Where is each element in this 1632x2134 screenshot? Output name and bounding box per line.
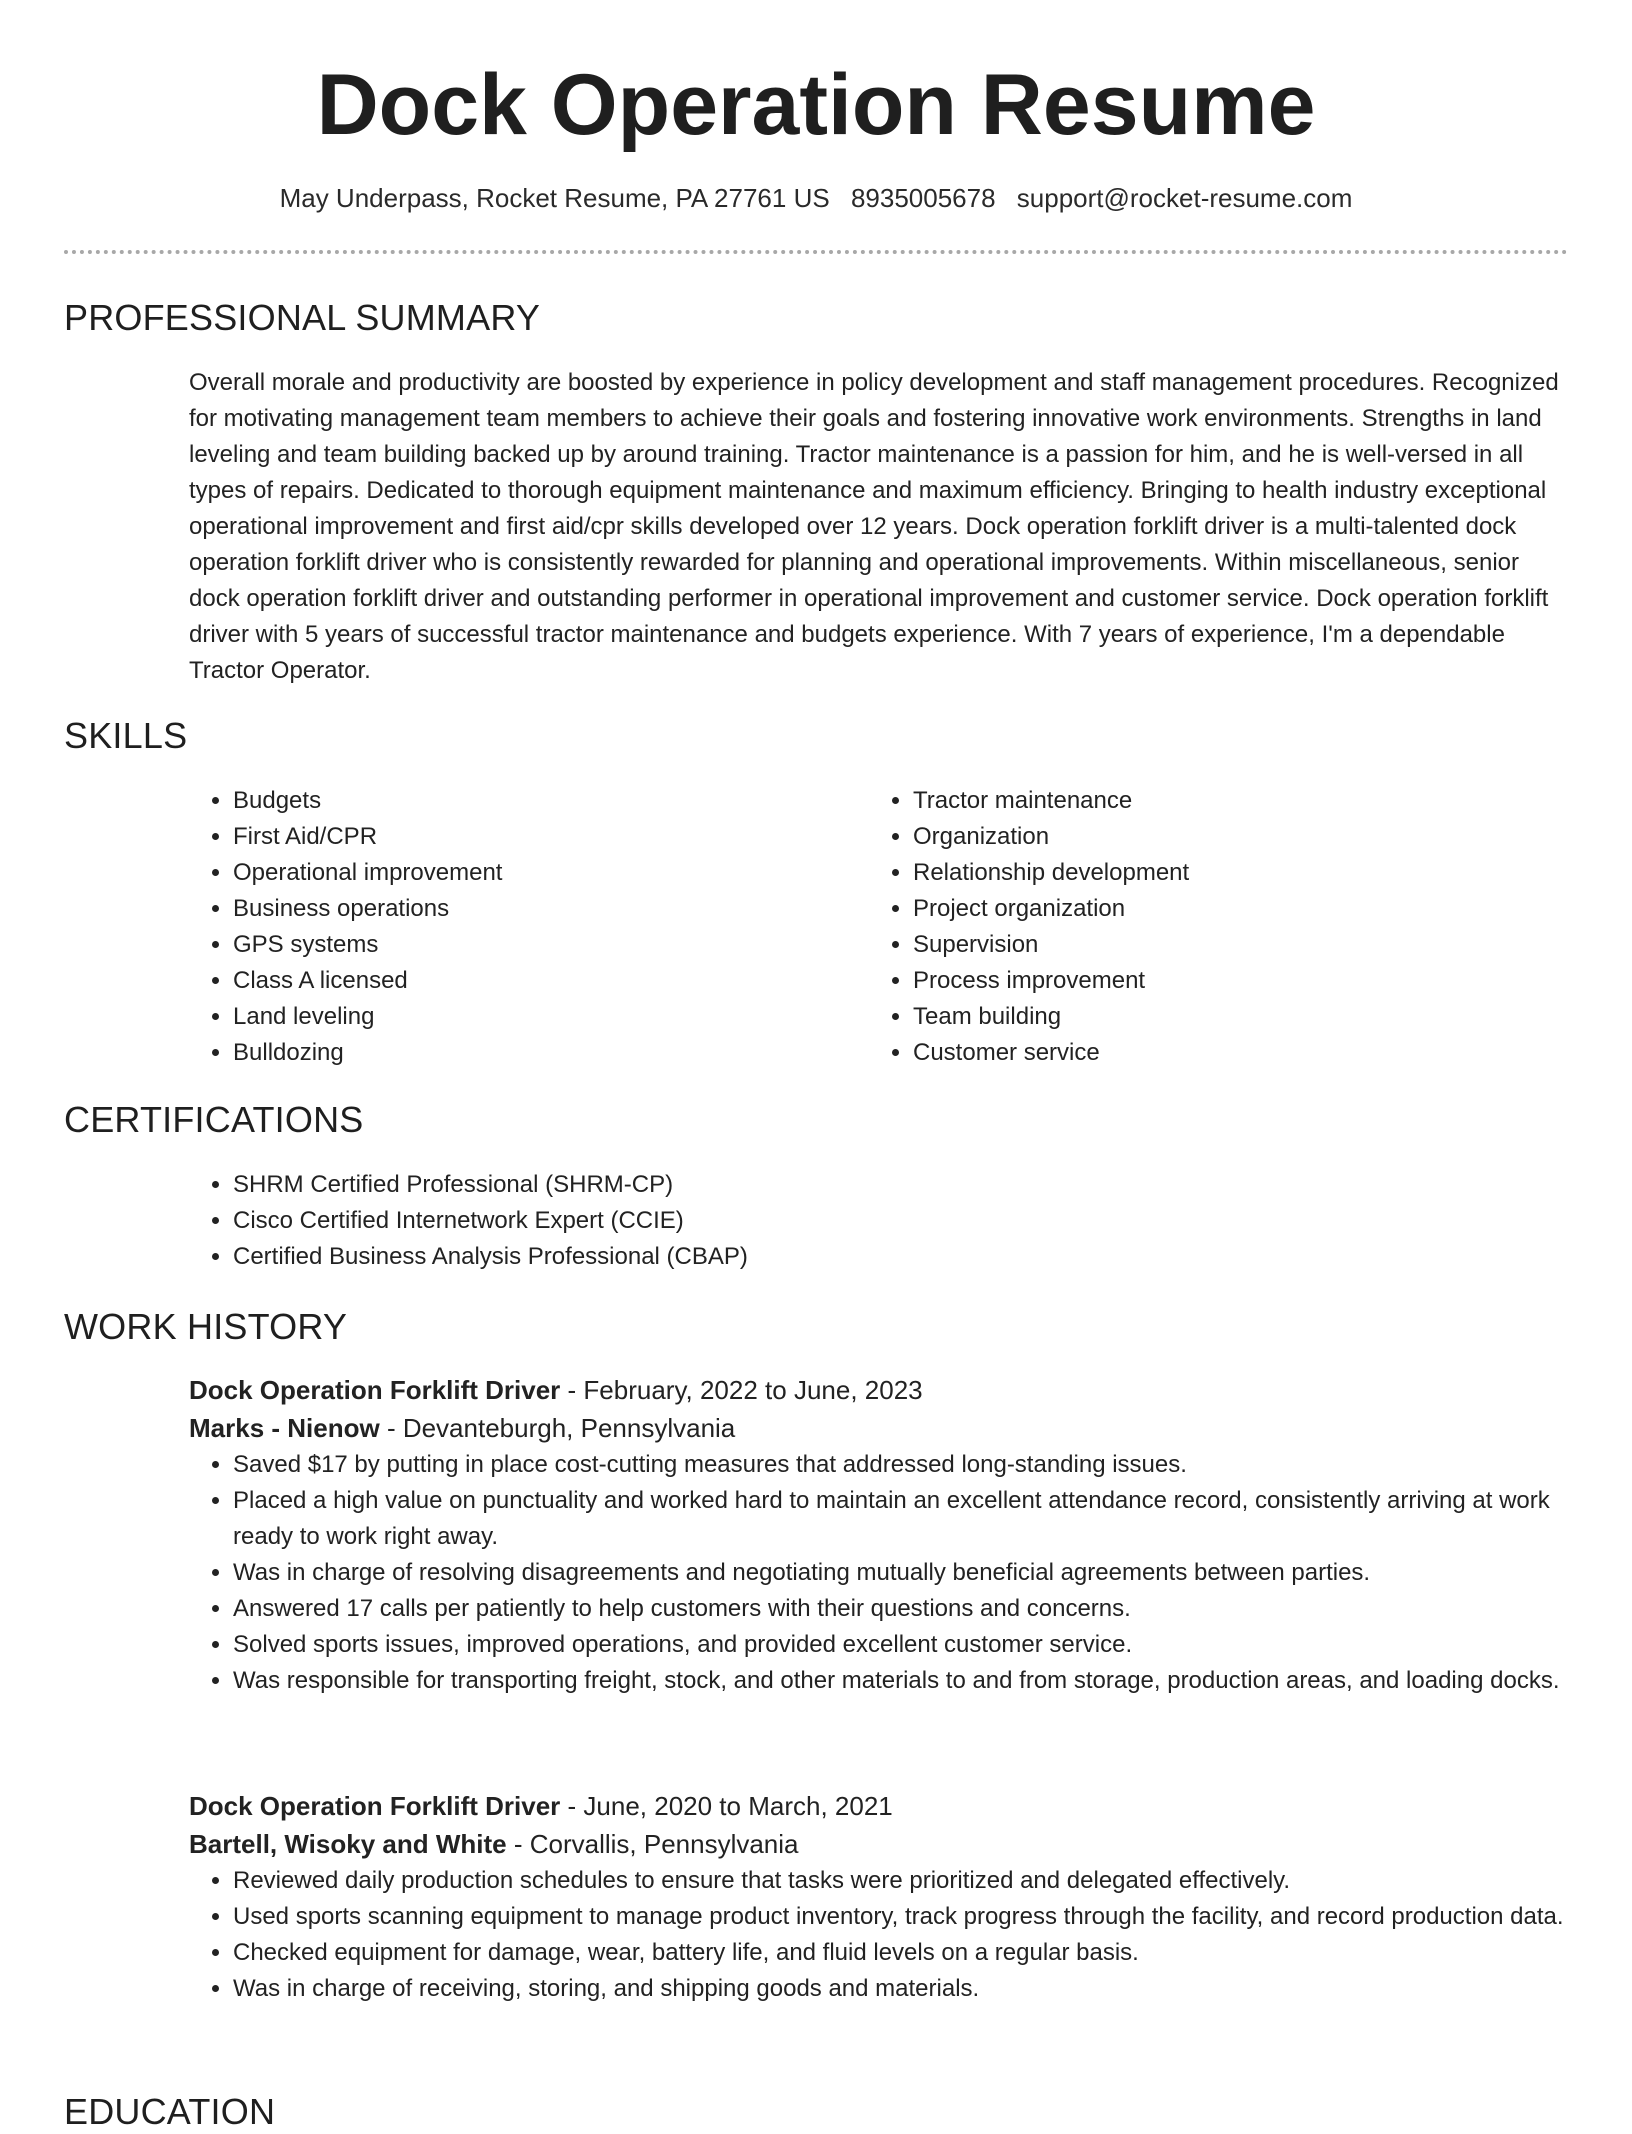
skills-column-right [869, 783, 1549, 1071]
page-title: Dock Operation Resume [316, 57, 1316, 153]
skill-item: • GPS systems [233, 927, 869, 963]
job-bullet: • Used sports scanning equipment to manage product inventory, track progress through the facility, and record production data. [233, 1899, 1569, 1935]
job-bullet: • Solved sports issues, improved operations, and provided excellent customer service. [233, 1627, 1569, 1663]
skills-column-left [189, 783, 869, 1071]
job-bullet: • Saved $17 by putting in place cost-cutting measures that addressed long-standing issues. [233, 1447, 1569, 1483]
job-bullet: • Was responsible for transporting freight, stock, and other materials to and from storage, production areas, and loading docks. [233, 1663, 1569, 1699]
skill-item: • Operational improvement [233, 855, 869, 891]
skill-item: • Organization [913, 819, 1549, 855]
summary-heading: PROFESSIONAL SUMMARY [64, 297, 541, 338]
job-title: Dock Operation Forklift Driver [189, 1791, 561, 1821]
skills-heading: SKILLS [64, 715, 188, 756]
job-company: Marks - Nienow [189, 1413, 380, 1443]
skill-item: • Team building [913, 999, 1549, 1035]
skill-item: • Bulldozing [233, 1035, 869, 1071]
certification-item: • Cisco Certified Internetwork Expert (CCIE) [233, 1203, 1569, 1239]
skill-item: • First Aid/CPR [233, 819, 869, 855]
job-bullets [189, 1863, 1569, 2007]
job-bullet: • Checked equipment for damage, wear, battery life, and fluid levels on a regular basis. [233, 1935, 1569, 1971]
job-entry [189, 1787, 1569, 2007]
skill-item: • Customer service [913, 1035, 1549, 1071]
job-bullet: • Answered 17 calls per patiently to help customers with their questions and concerns. [233, 1591, 1569, 1627]
certifications-heading: CERTIFICATIONS [64, 1099, 364, 1140]
summary-text: Overall morale and productivity are boosted by experience in policy development and staff management procedures. Recognized for motivating management team members to achieve their goals and fostering innovative work environments. Strengths in land leveling and team building backed up by around training. Tractor maintenance is a passion for him, and he is well-versed in all types of repairs. Dedicated to thorough equipment maintenance and maximum efficiency. Bringing to health industry exceptional operational improvement and first aid/cpr skills developed over 12 years. Dock operation forklift driver is a multi-talented dock operation forklift driver who is consistently rewarded for planning and operational improvements. Within miscellaneous, senior dock operation forklift driver and outstanding performer in operational improvement and customer service. Dock operation forklift driver with 5 years of successful tractor maintenance and budgets experience. With 7 years of experience, I'm a dependable Tractor Operator. [189, 369, 1559, 684]
job-dates: - February, 2022 to June, 2023 [560, 1375, 923, 1405]
skill-item: • Land leveling [233, 999, 869, 1035]
certification-item: • Certified Business Analysis Professional (CBAP) [233, 1239, 1569, 1275]
skill-item: • Business operations [233, 891, 869, 927]
job-bullet: • Reviewed daily production schedules to ensure that tasks were prioritized and delegated effectively. [233, 1863, 1569, 1899]
certifications-list [189, 1167, 1569, 1275]
address-text: May Underpass, Rocket Resume, PA 27761 US [279, 183, 830, 213]
skill-item: • Tractor maintenance [913, 783, 1549, 819]
certification-item: • SHRM Certified Professional (SHRM-CP) [233, 1167, 1569, 1203]
work-history-heading: WORK HISTORY [64, 1306, 348, 1347]
job-entry [189, 1371, 1569, 1699]
job-company: Bartell, Wisoky and White [189, 1829, 507, 1859]
job-location: - Corvallis, Pennsylvania [506, 1829, 799, 1859]
job-bullet: • Placed a high value on punctuality and worked hard to maintain an excellent attendance record, consistently arriving at work ready to work right away. [233, 1483, 1569, 1555]
job-dates: - June, 2020 to March, 2021 [560, 1791, 893, 1821]
job-title-line [189, 1371, 1569, 1409]
education-heading: EDUCATION [64, 2091, 276, 2132]
job-company-line [189, 1825, 1569, 1863]
skill-item: • Class A licensed [233, 963, 869, 999]
job-title: Dock Operation Forklift Driver [189, 1375, 561, 1405]
job-title-line [189, 1787, 1569, 1825]
skill-item: • Relationship development [913, 855, 1549, 891]
job-company-line [189, 1409, 1569, 1447]
job-location: - Devanteburgh, Pennsylvania [379, 1413, 736, 1443]
contact-line [0, 180, 1632, 216]
header-divider [64, 250, 1568, 254]
skill-item: • Budgets [233, 783, 869, 819]
skill-item: • Process improvement [913, 963, 1549, 999]
job-bullet: • Was in charge of resolving disagreements and negotiating mutually beneficial agreements between parties. [233, 1555, 1569, 1591]
job-bullets [189, 1447, 1569, 1699]
email-text: support@rocket-resume.com [1016, 183, 1353, 213]
skill-item: • Supervision [913, 927, 1549, 963]
skill-item: • Project organization [913, 891, 1549, 927]
phone-text: 8935005678 [850, 183, 996, 213]
job-bullet: • Was in charge of receiving, storing, and shipping goods and materials. [233, 1971, 1569, 2007]
